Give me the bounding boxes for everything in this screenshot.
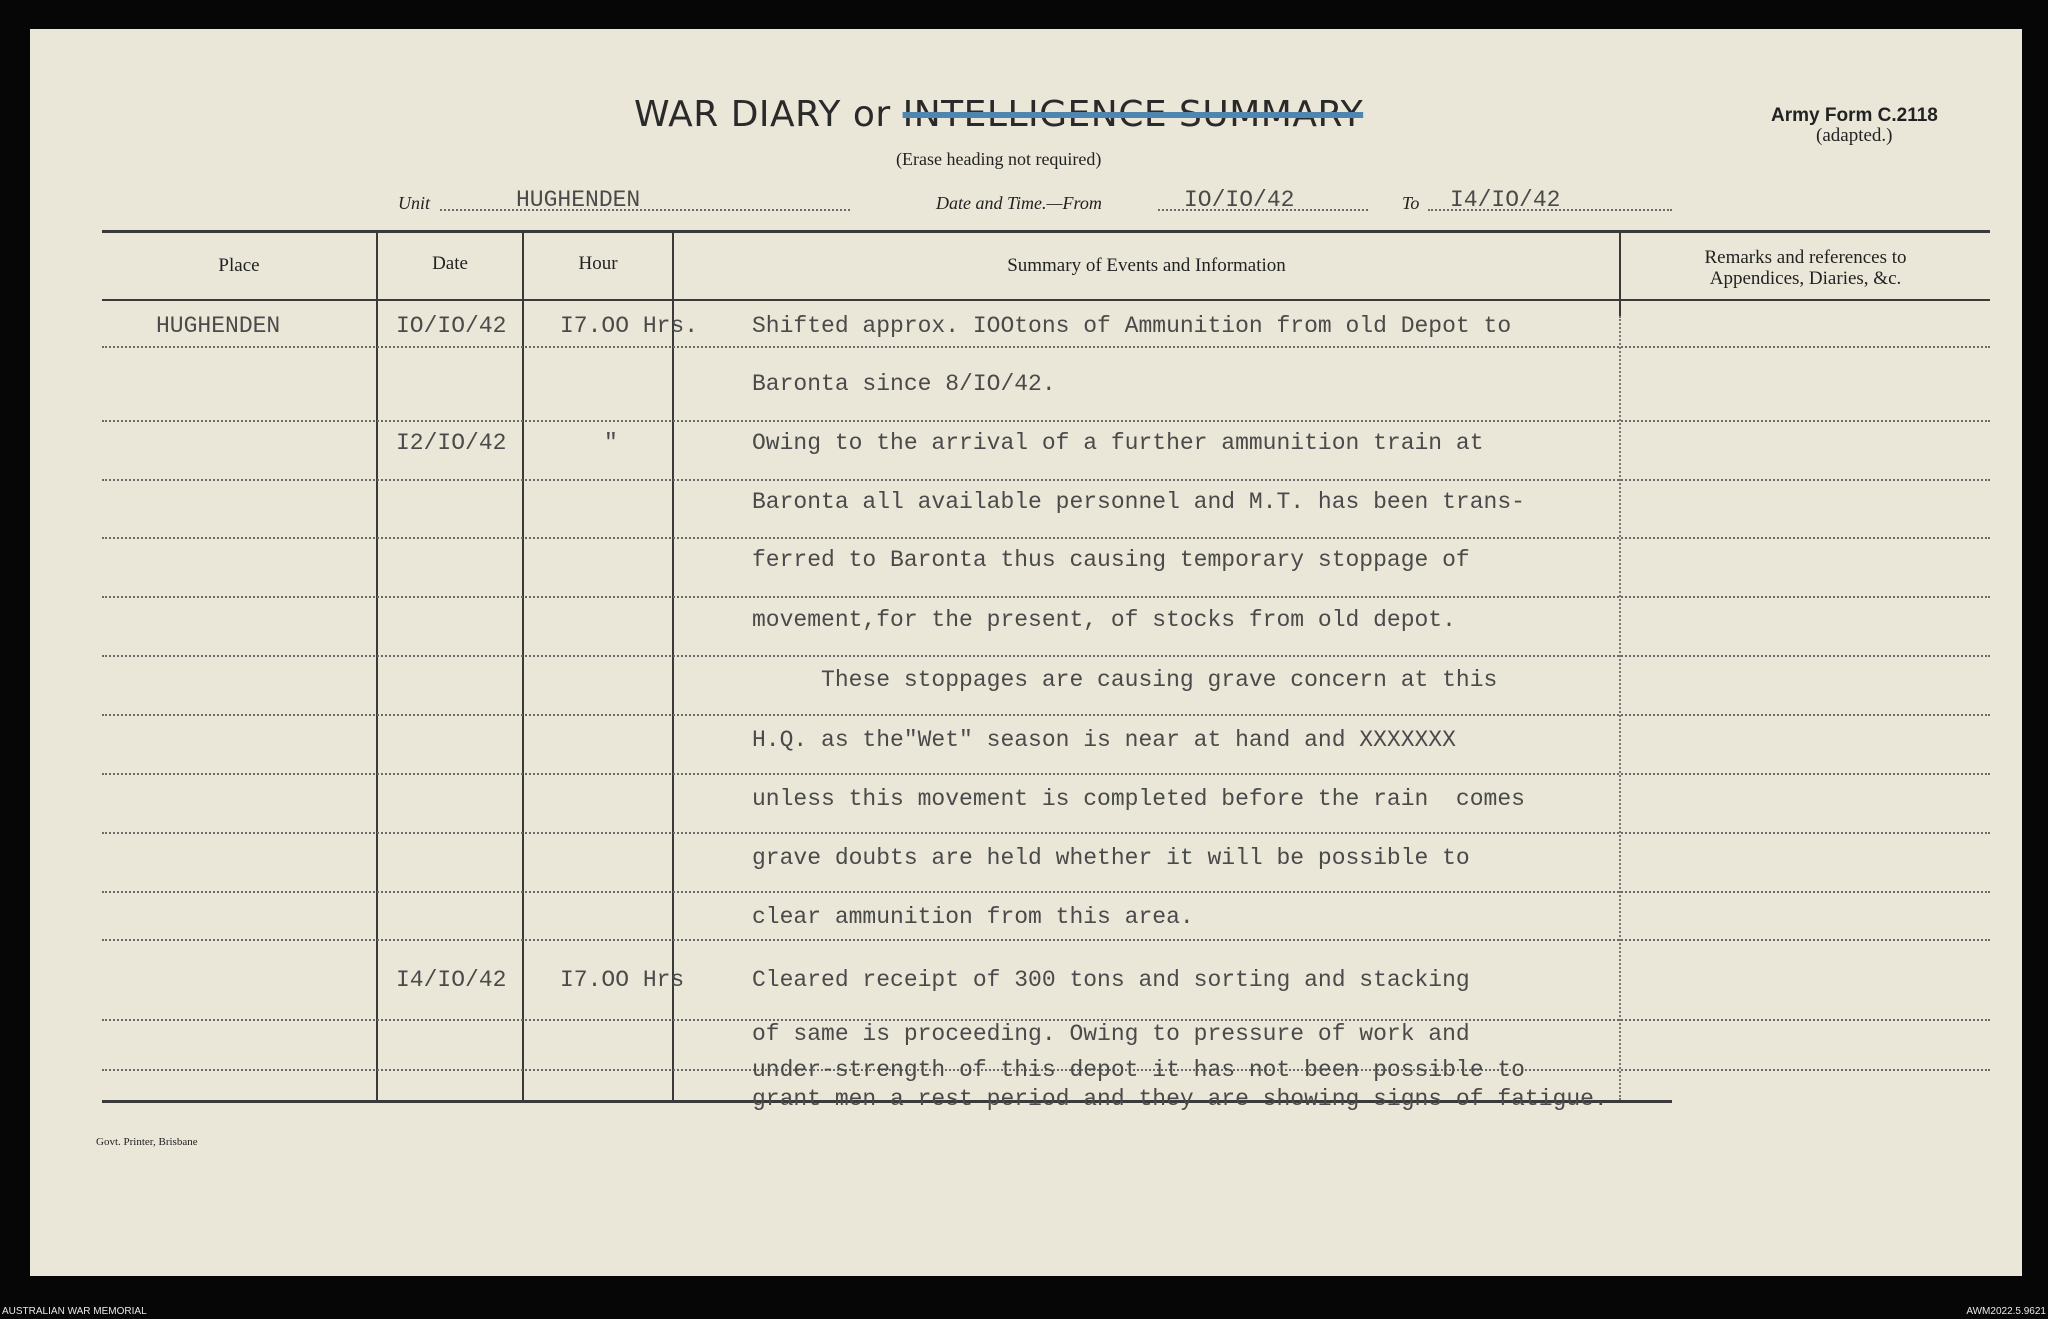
entry-summary: movement,for the present, of stocks from old depot. — [752, 607, 1456, 633]
row-baseline — [102, 773, 1990, 775]
col-header-hour: Hour — [578, 253, 618, 274]
entry-summary: Baronta all available personnel and M.T. has been trans- — [752, 489, 1525, 515]
row-baseline — [102, 939, 1990, 941]
entry-summary: grave doubts are held whether it will be possible to — [752, 845, 1470, 871]
army-form-number: Army Form C.2118 — [1771, 105, 1938, 126]
entry-date: IO/IO/42 — [396, 313, 507, 339]
row-baseline — [102, 714, 1990, 716]
col-header-summary: Summary of Events and Information — [1007, 255, 1286, 276]
unit-label: Unit — [398, 193, 431, 213]
printer-imprint: Govt. Printer, Brisbane — [96, 1136, 198, 1148]
entry-summary: H.Q. as the"Wet" season is near at hand and XXXXXXX — [752, 727, 1456, 753]
row-baseline — [102, 420, 1990, 422]
entry-summary: These stoppages are causing grave concern at this — [752, 667, 1498, 693]
entry-summary: grant men a rest period and they are showing signs of fatigue. — [752, 1086, 1608, 1112]
title-struck: INTELLIGENCE SUMMARY — [902, 94, 1364, 135]
row-baseline — [102, 596, 1990, 598]
col-header-date: Date — [432, 253, 468, 274]
entry-summary: of same is proceeding. Owing to pressure of work and — [752, 1021, 1470, 1047]
col-header-remarks-line1: Remarks and references to — [1704, 247, 1907, 268]
col-header-remarks-line2: Appendices, Diaries, &c. — [1709, 268, 1902, 289]
row-baseline — [102, 479, 1990, 481]
entry-hour: " — [604, 430, 618, 456]
entry-summary: ferred to Baronta thus causing temporary stoppage of — [752, 547, 1470, 573]
entry-hour: I7.OO Hrs. — [560, 313, 699, 339]
date-to-value: I4/IO/42 — [1450, 187, 1561, 213]
diary-table — [30, 29, 2022, 1276]
entry-hour: I7.OO Hrs — [560, 967, 685, 993]
date-from-label: Date and Time.—From — [936, 193, 1102, 213]
date-to-label: To — [1402, 193, 1420, 213]
entry-place: HUGHENDEN — [156, 313, 281, 339]
header-bottom-rule — [102, 299, 1990, 301]
entry-date: I4/IO/42 — [396, 967, 507, 993]
col-header-place: Place — [218, 255, 260, 276]
date-from-value: IO/IO/42 — [1184, 187, 1295, 213]
col-header-remarks — [1621, 247, 1990, 289]
entry-summary: unless this movement is completed before the rain comes — [752, 786, 1525, 812]
entry-date: I2/IO/42 — [396, 430, 507, 456]
reference-number: AWM2022.5.9621 — [1966, 1306, 2046, 1317]
entry-summary: clear ammunition from this area. — [752, 904, 1194, 930]
entry-summary: Shifted approx. IOOtons of Ammunition from old Depot to — [752, 313, 1512, 339]
entry-summary: under-strength of this depot it has not been possible to — [752, 1057, 1525, 1083]
col-divider-place — [376, 230, 378, 1100]
entry-summary: Baronta since 8/IO/42. — [752, 371, 1056, 397]
col-divider-summary — [1619, 316, 1621, 1100]
army-form-adapted: (adapted.) — [1816, 125, 1893, 146]
row-baseline — [102, 832, 1990, 834]
row-baseline — [102, 655, 1990, 657]
col-divider-date — [522, 230, 524, 1100]
title-main: WAR DIARY or — [634, 94, 891, 135]
row-baseline — [102, 891, 1990, 893]
diary-sheet — [30, 29, 2022, 1276]
entry-summary: Cleared receipt of 300 tons and sorting and stacking — [752, 967, 1470, 993]
form-subtitle: (Erase heading not required) — [896, 149, 1102, 169]
row-baseline — [102, 346, 1990, 348]
entry-summary: Owing to the arrival of a further ammunition train at — [752, 430, 1484, 456]
unit-value: HUGHENDEN — [516, 187, 641, 213]
table-top-rule — [102, 230, 1990, 233]
institution-label: AUSTRALIAN WAR MEMORIAL — [2, 1306, 147, 1317]
row-baseline — [102, 537, 1990, 539]
